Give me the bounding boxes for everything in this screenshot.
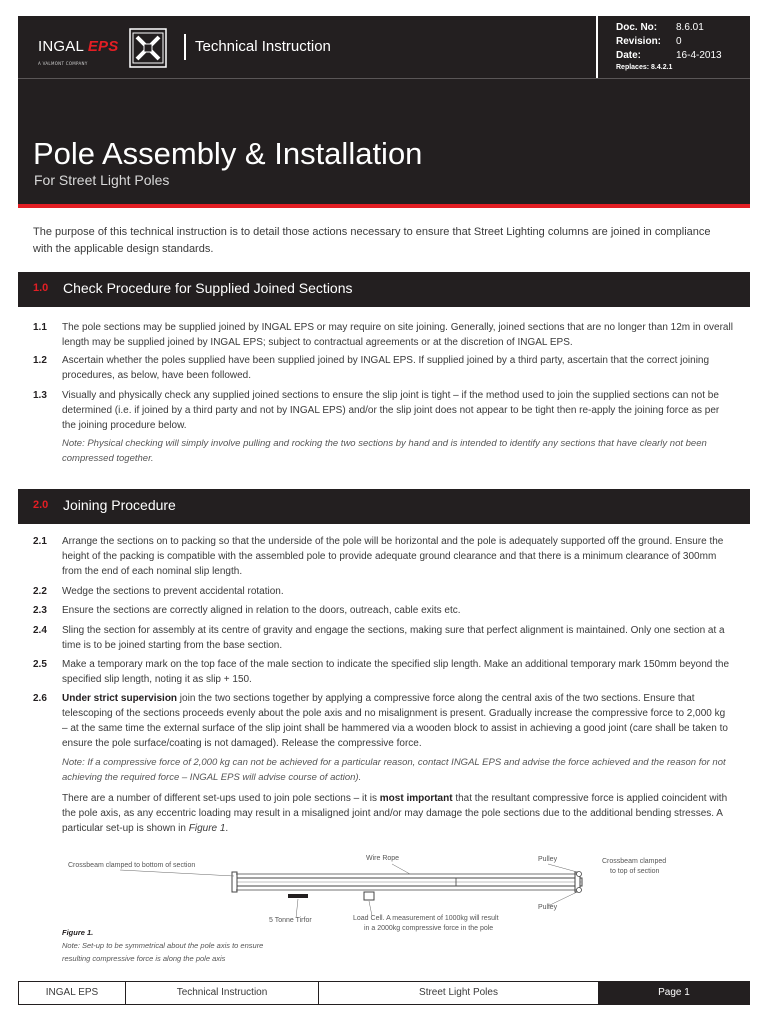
label-load-cell-2: in a 2000kg compressive force in the pole xyxy=(364,925,494,932)
figure-note: Note: Set-up to be symmetrical about the pole axis to ensure resulting compressive force is along the pole axis xyxy=(62,941,264,963)
footer-company: INGAL EPS xyxy=(19,982,126,1004)
label-crossbeam-top-1: Crossbeam clamped xyxy=(602,858,667,865)
list-item: 2.4 Sling the section for assembly at its centre of gravity and engage the sections, making sure that perfect alignment is maintained. Only one section at a time is to be joined starting from the base section. xyxy=(33,625,725,651)
footer-page-number: Page 1 xyxy=(599,982,749,1004)
header-divider xyxy=(184,34,186,60)
intro-paragraph: The purpose of this technical instruction is to detail those actions necessary to ensure that Street Lighting columns are joined in compliance with the applicable design standards. xyxy=(33,226,711,255)
list-item: 2.3 Ensure the sections are correctly aligned in relation to the doors, outreach, cable exits etc. xyxy=(33,605,461,616)
header-accent-line xyxy=(18,204,750,208)
label-pulley-bottom: Pulley xyxy=(538,904,558,911)
document-meta-panel: Doc. No: 8.6.01 Revision: 0 Date: 16-4-2013 Replaces: 8.4.2.1 xyxy=(596,16,750,78)
setup-paragraph: There are a number of different set-ups used to join pole sections – it is most important that the resultant compressive force is applied coincident with the pole axis, as any eccentric loading may result in a misaligned joint and/or may damage the pole sections due to the additional bending stresses. A particular set-up is shown in Figure 1. xyxy=(62,793,728,834)
label-crossbeam-top-2: to top of section xyxy=(610,868,660,875)
list-item: 2.5 Make a temporary mark on the top face of the male section to indicate the specified slip length. Make an additional temporary mark 150mm beyond the specified slip length, noting it as slip + 150. xyxy=(33,659,730,685)
header-top-band xyxy=(18,16,750,78)
section-1-title: Check Procedure for Supplied Joined Sections xyxy=(63,280,353,296)
document-header xyxy=(18,16,750,208)
list-item: 1.1 The pole sections may be supplied joined by INGAL EPS or may require on site joining. Generally, joined sections that are no longer than 12m in overall length may be supplied joined by INGAL EPS; subject to contractual agreements or at the discretion of INGAL EPS. xyxy=(33,322,733,348)
section-1-header xyxy=(18,272,750,307)
label-tirfor: 5 Tonne Tirfor xyxy=(269,917,312,924)
label-pulley-top: Pulley xyxy=(538,856,558,863)
header-document-type: Technical Instruction xyxy=(195,38,331,55)
label-wire-rope: Wire Rope xyxy=(366,855,400,862)
list-item: 2.2 Wedge the sections to prevent accidental rotation. xyxy=(33,586,284,597)
section-2-note: Note: If a compressive force of 2,000 kg can not be achieved for a particular reason, contact INGAL EPS and advise the force achieved and the reason for not achieving the required force – INGAL EPS will advise course of action). xyxy=(62,757,726,783)
list-item: 1.2 Ascertain whether the poles supplied have been supplied joined by INGAL EPS. If supplied joined by a third party, ascertain that the correct joining procedures, as below, have been followed. xyxy=(33,355,710,381)
page-footer xyxy=(18,981,750,1005)
section-1-number: 1.0 xyxy=(33,282,49,294)
section-2-title: Joining Procedure xyxy=(63,497,176,513)
label-load-cell-1: Load Cell. A measurement of 1000kg will result xyxy=(353,915,499,922)
logo-tagline: A VALMONT COMPANY xyxy=(38,61,88,66)
list-item: 1.3 Visually and physically check any supplied joined sections to ensure the slip joint is tight – if the method used to join the supplied sections can not be determined (i.e. if joined by a third party and not by INGAL EPS) and/or the slip joint does not appear to be tight then re-apply the joining force as per the joining procedure below. xyxy=(33,390,720,431)
footer-doc-type: Technical Instruction xyxy=(126,982,319,1004)
section-2-header xyxy=(18,489,750,524)
label-crossbeam-bottom: Crossbeam clamped to bottom of section xyxy=(68,862,196,869)
page-title: Pole Assembly & Installation xyxy=(33,136,423,171)
figure-caption: Figure 1. xyxy=(62,928,94,937)
meta-replaces: Replaces: 8.4.2.1 xyxy=(616,64,673,71)
section-2-number: 2.0 xyxy=(33,499,49,511)
certification-seal-icon xyxy=(129,28,167,68)
footer-product: Street Light Poles xyxy=(319,982,599,1004)
header-separator xyxy=(18,78,750,79)
page-subtitle: For Street Light Poles xyxy=(34,172,170,188)
list-item: 2.1 Arrange the sections on to packing so that the underside of the pole will be horizontal and the pole is adequately supported off the ground. Ensure the height of the packing is compatible with the assembled pole to provide adequate ground clearance and that there is a minimum clearance of 300mm from the end of each nominal slip length. xyxy=(33,536,724,577)
section-1-note: Note: Physical checking will simply involve pulling and rocking the two sections by hand and is intended to identify any sections that have clearly not been compressed together. xyxy=(62,438,707,464)
company-logo: INGAL EPS xyxy=(38,38,119,55)
list-item: 2.6 Under strict supervision join the two sections together by applying a compressive force along the central axis of the two sections. Ensure that telescoping of the sections proceeds evenly about the pole axis and no misalignment is present. Gradually increase the compressive force to 2,000 kg – at the same time the external surface of the slip joint shall be hammered via a wooden block to assist in achieving a good joint (care shall be taken to ensure the pole surface/coating is not damaged). Release the compressive force. xyxy=(33,693,728,749)
